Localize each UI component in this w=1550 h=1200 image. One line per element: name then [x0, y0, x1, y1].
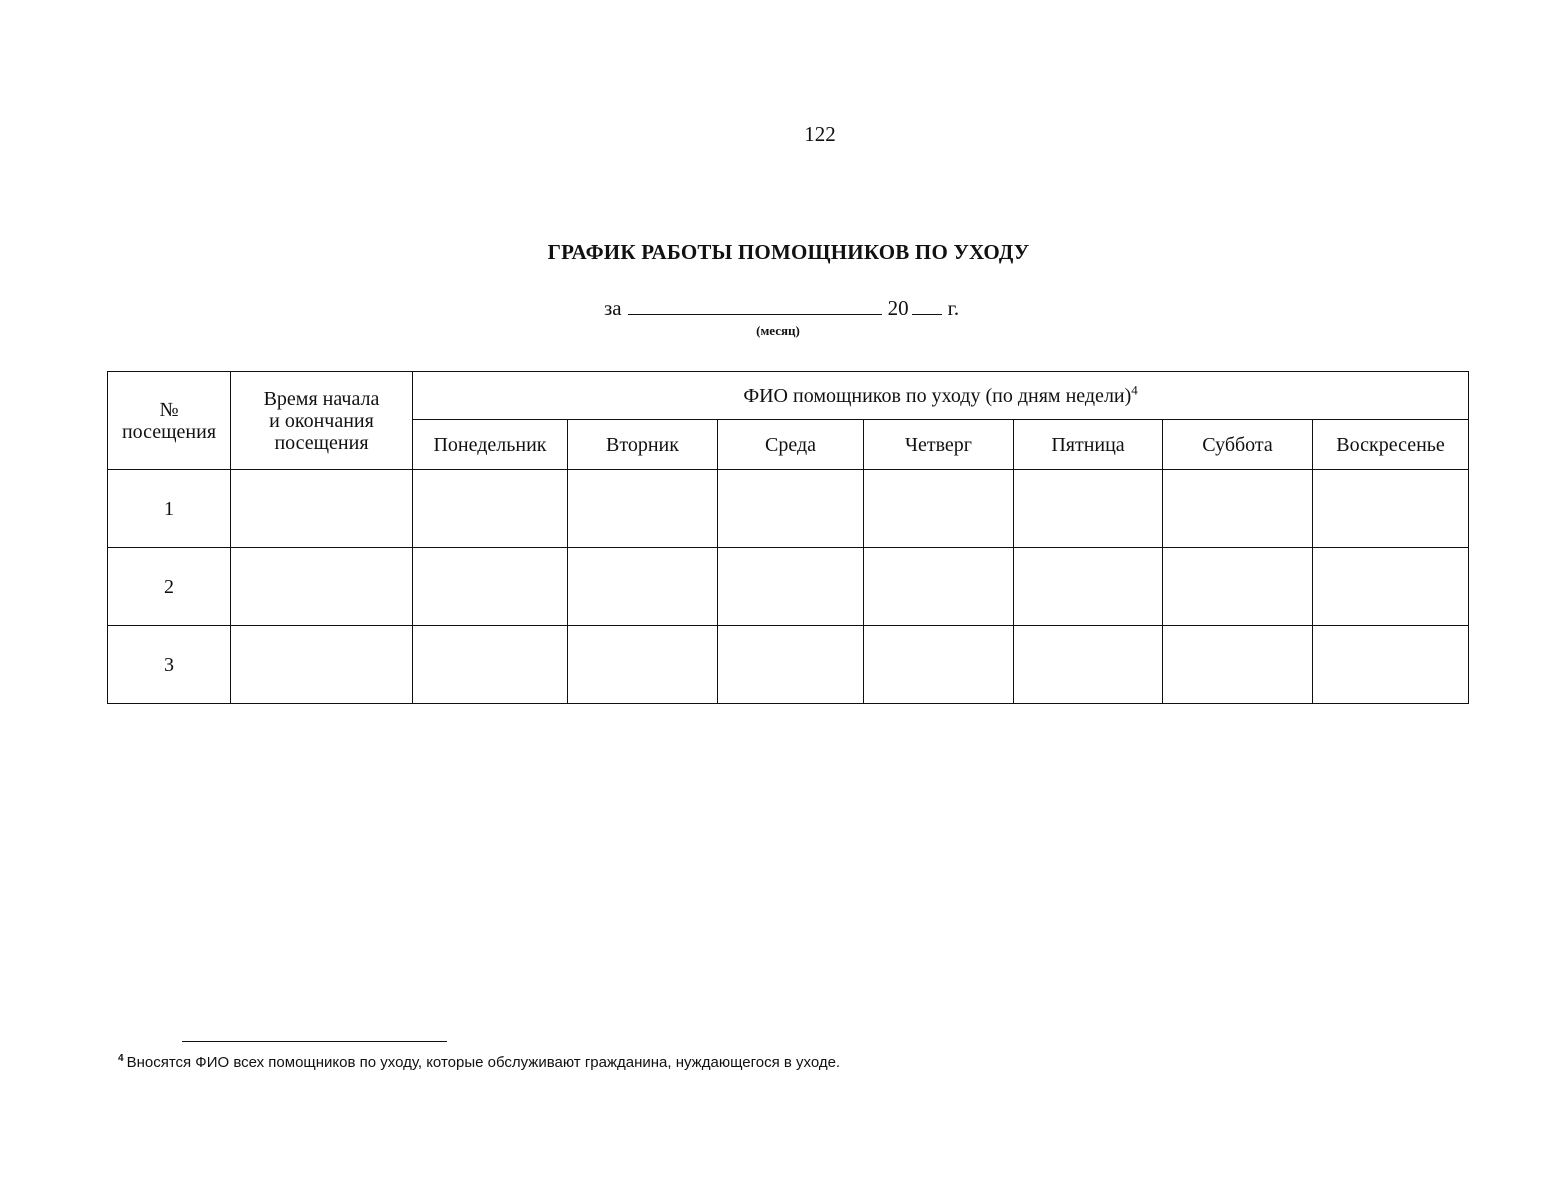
visit-number-header: [108, 372, 231, 470]
wednesday-cell: [718, 470, 864, 548]
year-suffix: г.: [947, 296, 960, 320]
period-prefix: за: [604, 296, 622, 320]
day-header-wednesday: Среда: [718, 420, 864, 470]
saturday-cell: [1163, 626, 1313, 704]
table-row: [108, 626, 1469, 704]
wednesday-cell: [718, 626, 864, 704]
month-caption: (месяц): [756, 323, 800, 338]
saturday-cell: [1163, 548, 1313, 626]
sunday-cell: [1313, 548, 1469, 626]
monday-cell: [413, 470, 568, 548]
time-cell: [231, 626, 413, 704]
visit-time-header-line3: посещения: [274, 431, 369, 454]
day-header-monday: Понедельник: [413, 420, 568, 470]
tuesday-cell: [568, 626, 718, 704]
thursday-cell: [864, 470, 1014, 548]
friday-cell: [1014, 548, 1163, 626]
footnote-reference: 4: [1131, 381, 1138, 397]
period-line: [604, 294, 959, 324]
month-blank: [628, 294, 882, 315]
year-blank: [912, 294, 942, 315]
thursday-cell: [864, 548, 1014, 626]
wednesday-cell: [718, 548, 864, 626]
assistants-group-header: [413, 372, 1469, 420]
visit-time-header: [231, 372, 413, 470]
tuesday-cell: [568, 470, 718, 548]
table-row: [108, 470, 1469, 548]
footnote-marker: 4: [118, 1053, 124, 1064]
page-number: 122: [804, 122, 836, 146]
time-cell: [231, 470, 413, 548]
sunday-cell: [1313, 470, 1469, 548]
visit-number-header-line2: посещения: [121, 420, 217, 443]
visit-number-cell: 3: [108, 626, 231, 704]
day-header-sunday: Воскресенье: [1313, 420, 1469, 470]
tuesday-cell: [568, 548, 718, 626]
thursday-cell: [864, 626, 1014, 704]
day-header-thursday: Четверг: [864, 420, 1014, 470]
footnote-text: Вносятся ФИО всех помощников по уходу, которые обслуживают гражданина, нуждающегося в уходе.: [126, 1054, 841, 1071]
visit-number-cell: 1: [108, 470, 231, 548]
table-row: [108, 548, 1469, 626]
day-header-tuesday: Вторник: [568, 420, 718, 470]
visit-time-header-line1: Время начала: [263, 387, 380, 410]
saturday-cell: [1163, 470, 1313, 548]
time-cell: [231, 548, 413, 626]
assistants-group-header-text: ФИО помощников по уходу (по дням недели): [743, 384, 1132, 407]
day-header-friday: Пятница: [1014, 420, 1163, 470]
visit-time-header-line2: и окончания: [269, 409, 374, 432]
year-prefix: 20: [887, 296, 909, 320]
footnote-divider: [182, 1041, 447, 1042]
footnote: [118, 1054, 840, 1071]
monday-cell: [413, 626, 568, 704]
visit-number-header-line1: №: [159, 398, 179, 421]
header-row-1: [108, 372, 1469, 420]
monday-cell: [413, 548, 568, 626]
document-title: ГРАФИК РАБОТЫ ПОМОЩНИКОВ ПО УХОДУ: [547, 240, 1030, 264]
visit-number-cell: 2: [108, 548, 231, 626]
schedule-table: [107, 371, 1469, 704]
friday-cell: [1014, 626, 1163, 704]
day-header-saturday: Суббота: [1163, 420, 1313, 470]
sunday-cell: [1313, 626, 1469, 704]
friday-cell: [1014, 470, 1163, 548]
